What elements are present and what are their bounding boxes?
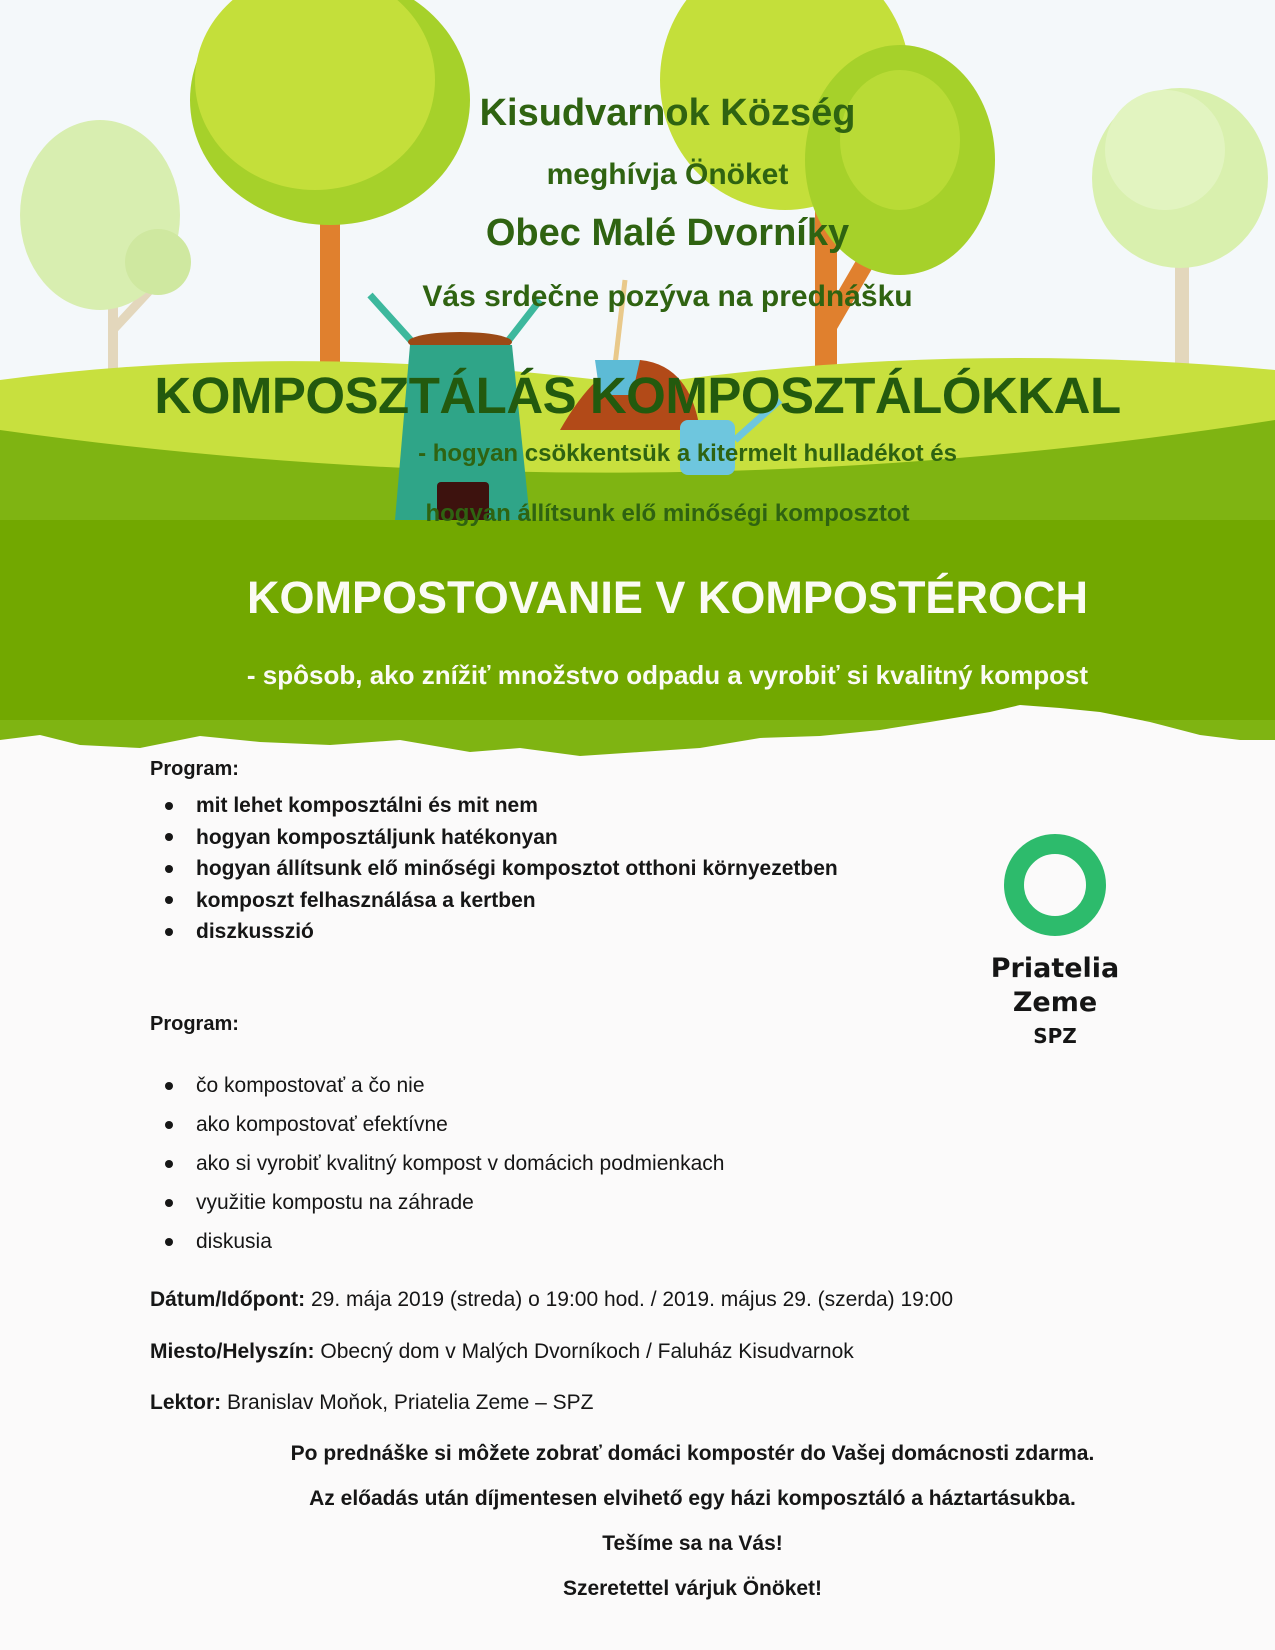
program-item-text: mit lehet komposztálni és mit nem bbox=[196, 794, 538, 817]
program-item bbox=[160, 1144, 724, 1183]
lecturer-info bbox=[150, 1391, 594, 1415]
organizer-hu: Kisudvarnok Község bbox=[479, 92, 856, 134]
program-item-text: komposzt felhasználása a kertben bbox=[196, 888, 536, 912]
greeting-hu: Szeretettel várjuk Önöket! bbox=[562, 1577, 823, 1600]
program-item-text: hogyan komposztáljunk hatékonyan bbox=[196, 825, 558, 849]
organizer-sk: Obec Malé Dvorníky bbox=[485, 212, 850, 254]
date-value: 29. mája 2019 (streda) o 19:00 hod. / 2019. május 29. (szerda) 19:00 bbox=[305, 1288, 954, 1311]
invitation-hu: meghívja Önöket bbox=[546, 158, 789, 191]
event-title-sk: KOMPOSTOVANIE V KOMPOSTÉROCH bbox=[247, 572, 1088, 623]
bullet-icon bbox=[165, 1238, 173, 1246]
program-item bbox=[160, 1066, 724, 1105]
greeting-sk: Tešíme sa na Vás! bbox=[602, 1532, 783, 1555]
program-list-sk bbox=[160, 1066, 724, 1261]
invitation-sk: Vás srdečne pozýva na prednášku bbox=[422, 280, 913, 313]
bullet-icon bbox=[165, 928, 173, 936]
program-item-text: diskusia bbox=[196, 1230, 272, 1253]
program-item-text: diszkusszió bbox=[196, 920, 314, 943]
event-subtitle-hu-line1: - hogyan csökkentsük a kitermelt hulladékot és bbox=[418, 440, 957, 467]
logo-abbr: SPZ bbox=[1033, 1024, 1077, 1048]
program-item-text: hogyan állítsunk elő minőségi komposztot otthoni környezetben bbox=[196, 857, 838, 880]
program-label-sk: Program: bbox=[150, 1013, 239, 1035]
program-list-hu bbox=[160, 790, 838, 948]
priatelia-zeme-logo bbox=[975, 830, 1135, 1048]
bullet-icon bbox=[165, 865, 173, 873]
program-item bbox=[160, 790, 838, 822]
bullet-icon bbox=[165, 1160, 173, 1168]
place-info bbox=[150, 1340, 854, 1364]
bullet-icon bbox=[165, 1199, 173, 1207]
event-title-hu: KOMPOSZTÁLÁS KOMPOSZTÁLÓKKAL bbox=[154, 367, 1121, 424]
bullet-icon bbox=[165, 1082, 173, 1090]
ring-logo-icon bbox=[1000, 830, 1110, 940]
program-item-text: ako kompostovať efektívne bbox=[196, 1113, 448, 1136]
logo-name-line1: Priatelia bbox=[990, 953, 1120, 984]
bullet-icon bbox=[165, 833, 173, 841]
program-item-text: čo kompostovať a čo nie bbox=[196, 1074, 425, 1097]
program-item-text: využitie kompostu na záhrade bbox=[196, 1191, 474, 1214]
program-item bbox=[160, 1222, 724, 1261]
place-label: Miesto/Helyszín: bbox=[150, 1340, 315, 1363]
date-label: Dátum/Időpont: bbox=[150, 1288, 306, 1311]
event-subtitle-hu-line2: hogyan állítsunk elő minőségi komposztot bbox=[425, 500, 910, 527]
closing-note-sk: Po prednáške si môžete zobrať domáci kompostér do Vašej domácnosti zdarma. bbox=[290, 1442, 1095, 1465]
program-item bbox=[160, 853, 838, 885]
program-item bbox=[160, 916, 838, 948]
bullet-icon bbox=[165, 1121, 173, 1129]
closing-note-hu: Az előadás után díjmentesen elvihető egy házi komposztáló a háztartásukba. bbox=[309, 1487, 1076, 1510]
bullet-icon bbox=[165, 802, 173, 810]
bullet-icon bbox=[165, 896, 173, 904]
program-item-text: ako si vyrobiť kvalitný kompost v domácich podmienkach bbox=[196, 1152, 725, 1175]
event-subtitle-sk: - spôsob, ako znížiť množstvo odpadu a vyrobiť si kvalitný kompost bbox=[246, 660, 1089, 690]
program-item bbox=[160, 885, 838, 917]
lecturer-label: Lektor: bbox=[150, 1391, 222, 1414]
lecturer-value: Branislav Moňok, Priatelia Zeme – SPZ bbox=[221, 1391, 594, 1414]
logo-name-line2: Zeme bbox=[1012, 987, 1098, 1018]
program-item bbox=[160, 1183, 724, 1222]
program-item bbox=[160, 822, 838, 854]
program-label-hu: Program: bbox=[150, 758, 239, 780]
date-info bbox=[150, 1288, 953, 1312]
program-item bbox=[160, 1105, 724, 1144]
place-value: Obecný dom v Malých Dvorníkoch / Faluház Kisudvarnok bbox=[314, 1340, 854, 1363]
